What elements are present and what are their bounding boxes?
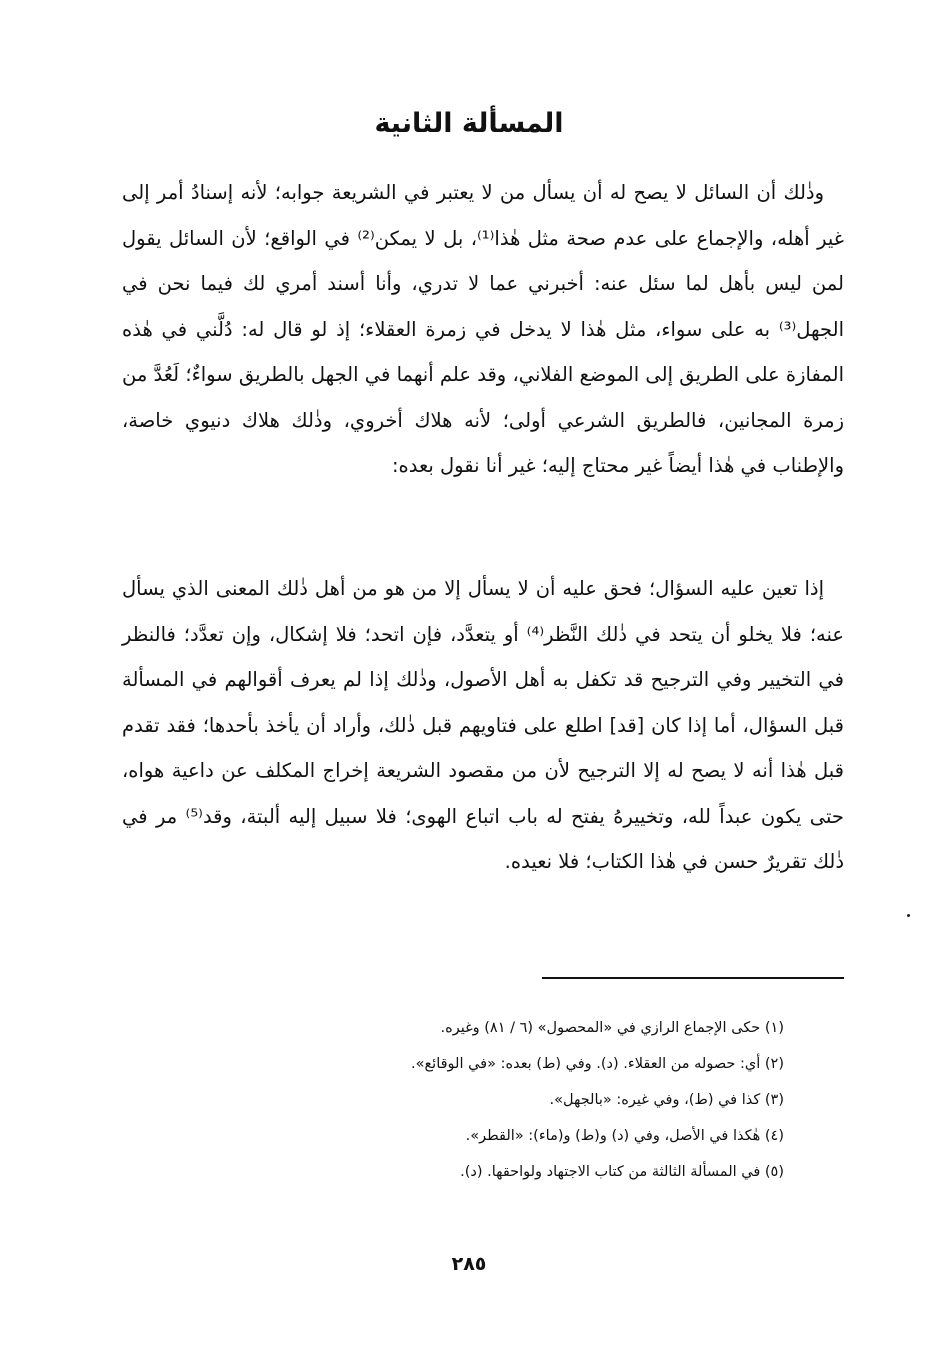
margin-dot (907, 914, 910, 917)
page-number: ٢٨٥ (451, 1253, 487, 1275)
footnote-4: (٤) هٰكذا في الأصل، وفي (د) و(ط) و(ماء): «القطر». (465, 1128, 784, 1144)
footnote-3: (٣) كذا في (ط)، وفي غيره: «بالجهل». (549, 1092, 784, 1108)
footnote-separator (542, 977, 844, 979)
footnote-5: (٥) في المسألة الثالثة من كتاب الاجتهاد ولواحقها. (د). (460, 1164, 784, 1180)
footnotes (240, 1010, 784, 1190)
body-paragraph-2 (122, 566, 844, 885)
footnote-2: (٢) أي: حصوله من العقلاء. (د). وفي (ط) بعده: «في الوقائع». (410, 1056, 784, 1072)
footnote-1: (١) حكى الإجماع الرازي في «المحصول» (٦ / ٨١) وغيره. (440, 1020, 784, 1036)
body-paragraph-1 (122, 170, 844, 489)
section-title: المسألة الثانية (374, 108, 564, 139)
paragraph-2-text: إذا تعين عليه السؤال؛ فحق عليه أن لا يسأل إلا من هو من أهل ذٰلك المعنى الذي يسأل عنه؛ فلا يخلو أن يتحد في ذٰلك النَّظر⁽⁴⁾ أو يتعدَّد، فإن اتحد؛ فلا إشكال، وإن تعدَّد؛ فالنظر في التخيير وفي الترجيح قد تكفل به أهل الأصول، وذٰلك إذا لم يعرف أقوالهم في المسألة قبل السؤال، أما إذا كان [قد] اطلع على فتاويهم قبل ذٰلك، وأراد أن يأخذ بأحدها؛ فقد تقدم قبل هٰذا أنه لا يصح له إلا الترجيح لأن من مقصود الشريعة إخراج المكلف عن داعية هواه، حتى يكون عبداً لله، وتخييرهُ يفتح له باب اتباع الهوى؛ فلا سبيل إليه ألبتة، وقد⁽⁵⁾ مر في ذٰلك تقريرٌ حسن في هٰذا الكتاب؛ فلا نعيده. (122, 577, 844, 873)
paragraph-1-text: وذٰلك أن السائل لا يصح له أن يسأل من لا يعتبر في الشريعة جوابه؛ لأنه إسنادُ أمر إلى غير أهله، والإجماع على عدم صحة مثل هٰذا⁽¹⁾، بل لا يمكن⁽²⁾ في الواقع؛ لأن السائل يقول لمن ليس بأهل لما سئل عنه: أخبرني عما لا تدري، وأنا أسند أمري لك فيما نحن في الجهل⁽³⁾ به على سواء، مثل هٰذا لا يدخل في زمرة العقلاء؛ إذ لو قال له: دُلَّني في هٰذه المفازة على الطريق إلى الموضع الفلاني، وقد علم أنهما في الجهل بالطريق سواءٌ؛ لَعُدَّ من زمرة المجانين، فالطريق الشرعي أولى؛ لأنه هلاك أخروي، وذٰلك هلاك دنيوي خاصة، والإطناب في هٰذا أيضاً غير محتاج إليه؛ غير أنا نقول بعده: (122, 181, 844, 477)
